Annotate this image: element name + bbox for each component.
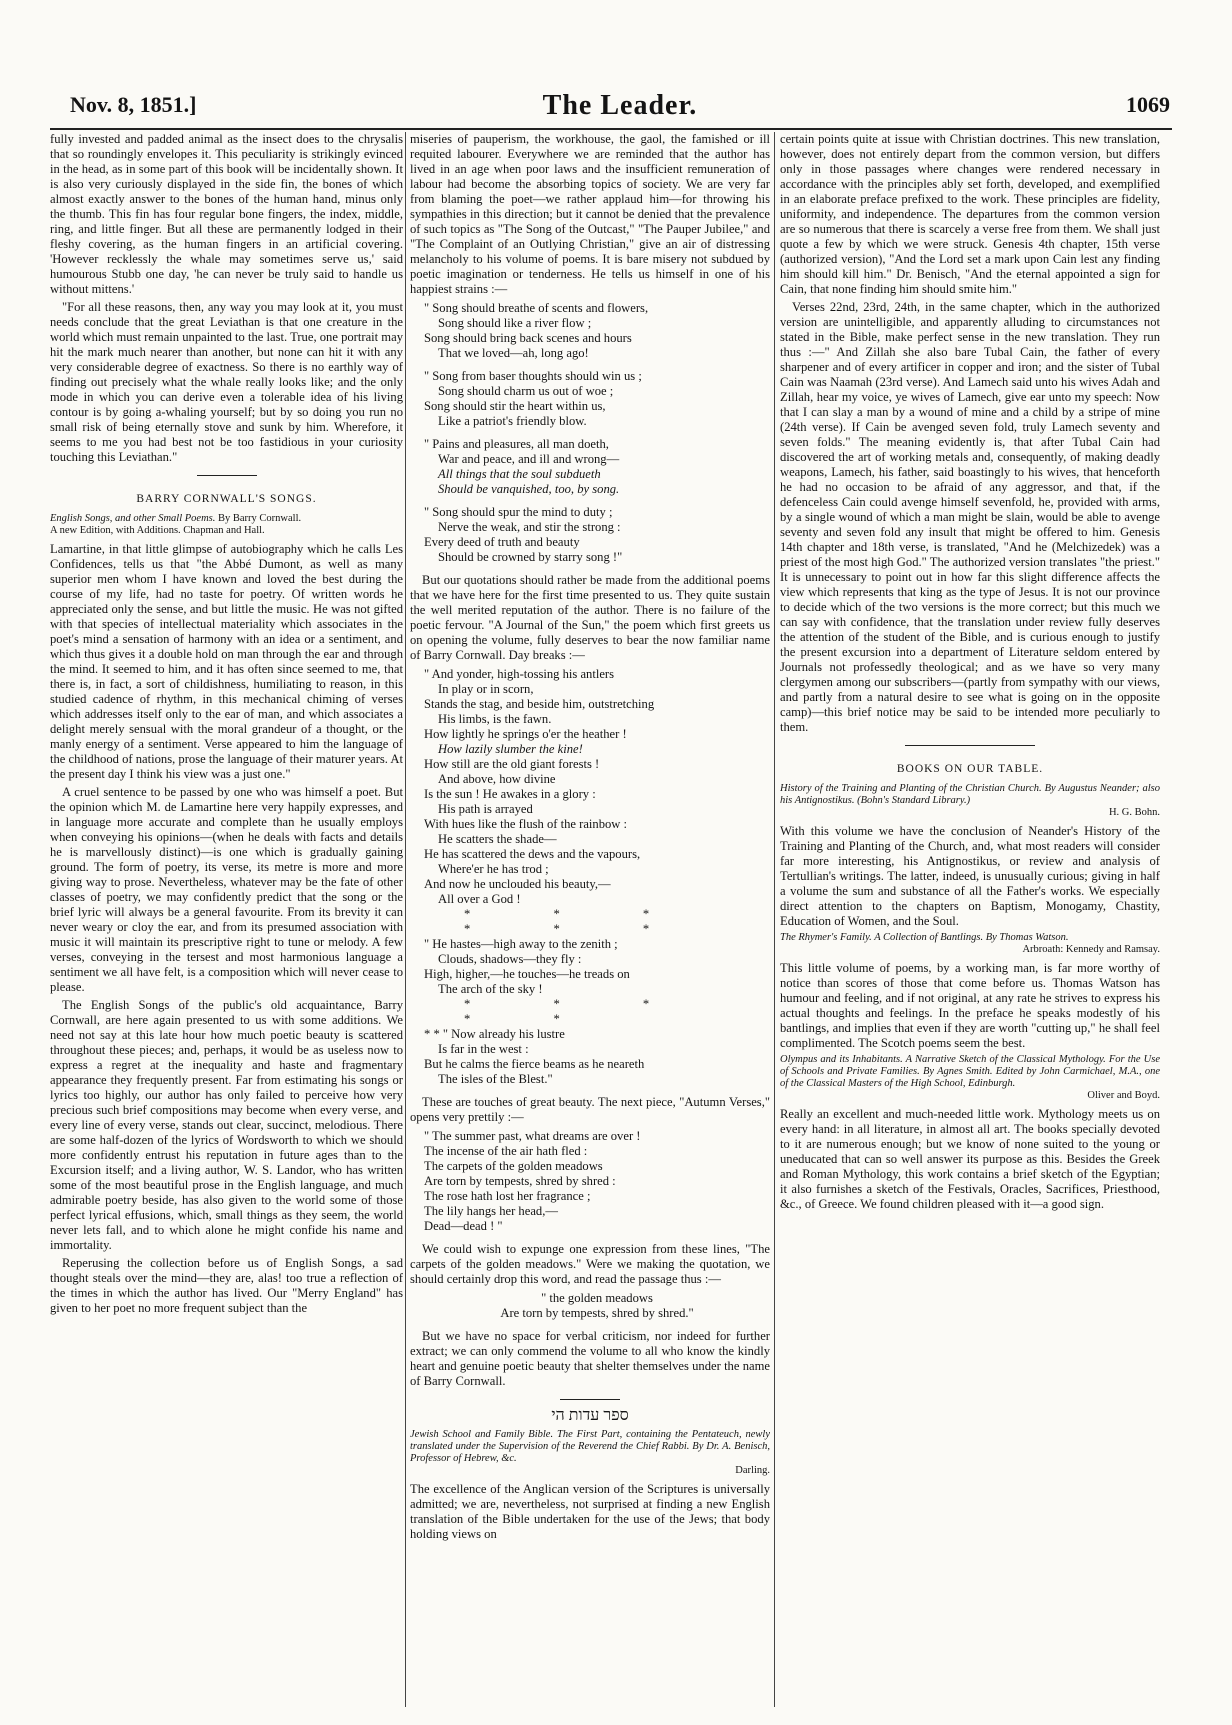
verse-line: The rose hath lost her fragrance ; <box>424 1189 591 1203</box>
header-rule <box>50 128 1172 130</box>
book-citation <box>780 932 1160 956</box>
verse-line: Nerve the weak, and stir the strong : <box>438 520 621 534</box>
poem-stanza <box>424 437 770 497</box>
paragraph: These are touches of great beauty. The next piece, "Autumn Verses," opens very prettily :— <box>410 1095 770 1124</box>
column-divider <box>405 132 406 1707</box>
book-citation <box>410 1429 770 1477</box>
section-divider <box>560 1399 620 1400</box>
verse-line: " Pains and pleasures, all man doeth, <box>424 437 609 451</box>
book-citation <box>780 1054 1160 1102</box>
book-citation <box>50 513 403 537</box>
book-details: Olympus and its Inhabitants. A Narrative Sketch of the Classical Mythology. For the Use of Schools and Private Families. By Agnes Smith. Edited by John Carmichael, M.A., one of the Classical Masters of the High School, Edinburgh. <box>780 1054 1160 1089</box>
paragraph: miseries of pauperism, the workhouse, the gaol, the famished or ill requited labourer. Everywhere we are reminded that the author has lived in an age when poor laws and the insufficient remuneration of labour had become the absorbing topics of society. We are very far from blaming the poet—we rather applaud him—for throwing his sympathies in this direction; but it cannot be denied that the prevalence of such topics as "The Song of the Outcast," "The Pauper Jubilee," and "The Complaint of an Outlying Christian," give an air of distressing melancholy to his volume of poems. It is bare misery not subdued by poetic imagination or tenderness. He tells us himself in one of his happiest strains :— <box>410 132 770 296</box>
verse-line: The lily hangs her head,— <box>424 1204 558 1218</box>
book-citation <box>780 783 1160 819</box>
verse-line: How lightly he springs o'er the heather ! <box>424 727 627 741</box>
verse-line: Song should bring back scenes and hours <box>424 331 632 345</box>
verse-line: Dead—dead ! " <box>424 1219 503 1233</box>
verse-line: How lazily slumber the kine! <box>438 742 583 756</box>
verse-line: Where'er he has trod ; <box>438 862 549 876</box>
verse-line: In play or in scorn, <box>438 682 534 696</box>
book-edition: A new Edition, with Additions. <box>50 525 181 536</box>
paragraph: Lamartine, in that little glimpse of autobiography which he calls Les Confidences, tells us that "the Abbé Dumont, as well as many superior men whom I have known and loved the best during the course of my life, had no taste for poetry. Of written words he appreciated only the sense, and but little the music. He was not gifted with that species of intellectual materiality which associates in the poet's mind a sensation of harmony with an idea or a sentiment, and which thus gives it a double hold on man through the ear and through the mind. It seemed to him, and it has often since seemed to me, that there is, in fact, a sort of childishness, humiliating to reason, in this studied cadence of rhythm, in this mechanical chiming of verses which addresses itself only to the ear of man, and which associates a delight merely sensual with the moral grandeur of a thought, or the manly energy of a sentiment. Verse appeared to him the language of the childhood of nations, prose the language of their maturer years. At the present day I think his view was a just one." <box>50 542 403 781</box>
book-publisher: Darling. <box>735 1465 770 1476</box>
verse-line: High, higher,—he touches—he treads on <box>424 967 630 981</box>
stars-separator: * * * * * <box>464 997 690 1026</box>
verse-line: His path is arrayed <box>438 802 533 816</box>
verse-line: That we loved—ah, long ago! <box>438 346 589 360</box>
verse-line: Every deed of truth and beauty <box>424 535 580 549</box>
page-header <box>70 92 1170 126</box>
verse-line: The arch of the sky ! <box>438 982 543 996</box>
book-details: Jewish School and Family Bible. The First Part, containing the Pentateuch, newly translated under the Supervision of the Reverend the Chief Rabbi. By Dr. A. Benisch, Professor of Hebrew, &c. <box>410 1429 770 1464</box>
paragraph: The English Songs of the public's old acquaintance, Barry Cornwall, are here again presented to us with some additions. We need not say at this late hour how much poetic beauty is scattered throughout these pieces; and, perhaps, it would be as useless now to express a regret at the inequality and haste and fragmentary appearance they frequently present. Far from estimating his songs or lyrics too highly, our author has only failed to perceive how very precious such brief compositions may become when every verse, and every line of every verse, stands out clear, succinct, melodious. There are some half-dozen of the lyrics of Wordsworth to which we should more confidently entrust his reputation in future ages than to the Excursion itself; and a living author, W. S. Landor, who has written some of the most beautiful prose in the English language, and much admirable poetry beside, has also given to the world some of those perfect lyrical effusions, which, small things as they seem, the world never lets fall, and to which alone he might confide his name and immortality. <box>50 998 403 1252</box>
verse-line: Clouds, shadows—they fly : <box>438 952 582 966</box>
verse-line: All over a God ! <box>438 892 521 906</box>
paragraph: A cruel sentence to be passed by one who was himself a poet. But the opinion which M. de Lamartine here very happily expresses, and in language more accurate and complete than he usually employs when conveying his opinions—(when he deals with facts and details he is marvellously distinct)—is one which is gradually gaining ground. The form of poetry, its verse, its metre is more and more giving way to prose. Nevertheless, whatever may be the fate of other classes of poetry, we may confidently predict that the song or the brief lyric will always be a general favourite. From its brevity it can never weary or cloy the ear, and from its presumed association with music it will maintain its prescriptive right to tune or melody. A few verses, conveying in the tersest and most harmonious language a sentiment we all have felt, is a composition which will never cease to please. <box>50 785 403 994</box>
section-title: BARRY CORNWALL'S SONGS. <box>136 493 317 505</box>
verse-line: Should be crowned by starry song !" <box>438 550 623 564</box>
verse-line: " Song from baser thoughts should win us ; <box>424 369 642 383</box>
book-details: History of the Training and Planting of the Christian Church. By Augustus Neander; also his Antignostikus. (Bohn's Standard Library.) <box>780 783 1160 806</box>
book-publisher: Oliver and Boyd. <box>1087 1090 1160 1101</box>
paragraph: Really an excellent and much-needed little work. Mythology meets us on every hand: in all literature, in almost all art. The books specially devoted to it are numerous enough; but we know of none suited to the young or uneducated that can so well answer its purpose as this. Besides the Greek and Roman Mythology, this work contains a brief sketch of the Egyptian; it also furnishes a sketch of the Festivals, Oracles, Sacrifices, Priesthood, &c., of Greece. We found children pleased with it—a good sign. <box>780 1107 1160 1211</box>
verse-line: Should be vanquished, too, by song. <box>438 482 620 496</box>
verse-line: " Song should breathe of scents and flowers, <box>424 301 649 315</box>
verse-line: Is far in the west : <box>438 1042 529 1056</box>
verse-line: Song should charm us out of woe ; <box>438 384 614 398</box>
verse-line: " And yonder, high-tossing his antlers <box>424 667 615 681</box>
column-2 <box>410 132 770 1712</box>
poem-stanza <box>424 301 770 361</box>
poem-stanza <box>424 369 770 429</box>
verse-line: And now he unclouded his beauty,— <box>424 877 611 891</box>
hebrew-title: ספר עדות הי <box>551 1407 629 1424</box>
verse-line: Song should like a river flow ; <box>438 316 592 330</box>
paragraph: Verses 22nd, 23rd, 24th, in the same chapter, which in the authorized version are unintelligible, and apparently alluding to circumstances not stated in the Bible, make perfect sense in the new translation. They run thus :—" And Zillah she also bare Tubal Cain, the father of every sharpener and of every artificer in copper and iron; and the sister of Tubal Cain was Naamah (23rd verse). And Lamech said unto his wives Adah and Zillah, hear my voice, ye wives of Lamech, give ear unto my speech: Now that I can slay a man by a wound of mine and a child by a stripe of mine (24th verse). If Cain be avenged seven fold, truly Lamech seventy and seven folds." The meaning evidently is, that after Tubal Cain had discovered the art of working metals and, consequently, of making deadly weapons, Lamech, his father, said boastingly to his wives, that henceforth he had no occasion to be afraid of any aggressor, and that, if the defenceless Cain could avenge himself sevenfold, he, provided with arms, by a single wound of which a man might be slain, would be able to avenge seventy and seven fold any insult that might be offered to him. Genesis 14th chapter and 18th verse, is translated, "And he (Melchizedek) was a priest of the most high God." The authorized version translates "the priest." It is unnecessary to point out in how far this slight difference affects the view which represents that king as the type of Jesus. It is not our province to decide which of the two versions is the more correct; but this much we can say with confidence, that the translation under review fully deserves the attention of the student of the Bible, and is curious enough to justify the present excursion into a department of Literature seldom entered by Journals not professedly theological; and as we have so very many clergymen among our subscribers—(partly from sympathy with our views, and partly from a natural desire to see what is going on in the opposite camp)—this brief notice may be said to be intended more peculiarly to them. <box>780 300 1160 734</box>
paragraph: Reperusing the collection before us of English Songs, a sad thought steals over the mind—they are, alas! too true a reflection of the times in which the author has lived. Our "Merry England" has given to her poet no more frequent subject than the <box>50 1256 403 1315</box>
issue-date: Nov. 8, 1851.] <box>70 92 197 117</box>
verse-line: War and peace, and ill and wrong— <box>438 452 620 466</box>
page-number: 1069 <box>1126 92 1170 117</box>
masthead-title: The Leader. <box>542 90 698 121</box>
verse-line: With hues like the flush of the rainbow : <box>424 817 628 831</box>
verse-line: Like a patriot's friendly blow. <box>438 414 587 428</box>
book-publisher: H. G. Bohn. <box>1108 807 1160 818</box>
verse-line: All things that the soul subdueth <box>438 467 601 481</box>
paragraph: We could wish to expunge one expression from these lines, "The carpets of the golden meadows." Were we making the quotation, we should certainly drop this word, and read the passage thus :— <box>410 1242 770 1286</box>
book-publisher: Chapman and Hall. <box>183 525 265 536</box>
book-details: The Rhymer's Family. A Collection of Bantlings. By Thomas Watson. <box>780 932 1069 943</box>
verse-line: Are torn by tempests, shred by shred : <box>424 1174 616 1188</box>
verse-line: And above, how divine <box>438 772 556 786</box>
column-1 <box>50 132 403 1712</box>
section-divider <box>197 475 257 476</box>
book-title: English Songs, and other Small Poems. <box>50 513 216 524</box>
verse-line: " He hastes—high away to the zenith ; <box>424 937 618 951</box>
verse-line: How still are the old giant forests ! <box>424 757 600 771</box>
paragraph: fully invested and padded animal as the insect does to the chrysalis that so roundingly envelopes it. This peculiarity is strikingly evinced in the head, as in some part of this book will be incidentally shown. It is also very curiously displayed in the side fin, the bones of which almost exactly answer to the bones of the human hand, minus only the thumb. This fin has four regular bone fingers, the index, middle, ring, and little finger. But all these are permanently lodged in their fleshy covering, as the human fingers in an artificial covering. 'However recklessly the whale may sometimes serve us,' said humourous Stubb one day, 'he can never be truly said to handle us without mittens.' <box>50 132 403 296</box>
verse-line: Is the sun ! He awakes in a glory : <box>424 787 596 801</box>
paragraph: With this volume we have the conclusion of Neander's History of the Training and Planting of the Church, and, what most readers will consider far more interesting, his Antignostikus, or review and analysis of Tertullian's writings. The latter, indeed, is unusually curious; giving in half a volume the sum and substance of all the Father's works. We especially direct attention to the chapters on Baptism, Monogamy, Chastity, Education of Women, and the Soul. <box>780 824 1160 928</box>
paragraph: But our quotations should rather be made from the additional poems that we have here for the first time presented to us. They quite sustain the well merited reputation of the author. There is no failure of the poetic fervour. "A Journal of the Sun," the poem which first greets us on opening the volume, fully deserves to bear the now familiar name of Barry Cornwall. Day breaks :— <box>410 573 770 662</box>
verse-line: He has scattered the dews and the vapours, <box>424 847 641 861</box>
column-divider <box>774 132 775 1707</box>
column-3 <box>780 132 1160 1712</box>
section-title: BOOKS ON OUR TABLE. <box>896 763 1044 775</box>
verse-line: * * " Now already his lustre <box>424 1027 565 1041</box>
verse-line: He scatters the shade— <box>438 832 557 846</box>
verse-line: The incense of the air hath fled : <box>424 1144 588 1158</box>
paragraph: But we have no space for verbal criticism, nor indeed for further extract; we can only commend the volume to all who know the kindly heart and genuine poetic beauty that shelter themselves under the name of Barry Cornwall. <box>410 1329 770 1388</box>
verse-line: The carpets of the golden meadows <box>424 1159 603 1173</box>
verse-line: Are torn by tempests, shred by shred." <box>500 1306 694 1320</box>
verse-line: But he calms the fierce beams as he neareth <box>424 1057 645 1071</box>
verse-line: Stands the stag, and beside him, outstretching <box>424 697 655 711</box>
paragraph: certain points quite at issue with Christian doctrines. This new translation, however, does not entirely depart from the common version, but differs only in those passages where changes were rendered necessary in accordance with the principles ably set forth, developed, and exemplified in an elaborate preface prefixed to the work. These principles are fidelity, uniformity, and independence. The departures from the common version are so numerous that there is scarcely a verse free from them. We shall just quote a few by which we were struck. Genesis 4th chapter, 15th verse (authorized version), "And the Lord set a mark upon Cain lest any finding him should kill him." Dr. Benisch, "And the eternal appointed a sign for Cain, that none finding him should smite him." <box>780 132 1160 296</box>
poem-excerpt <box>424 1129 770 1234</box>
paragraph: "For all these reasons, then, any way you may look at it, you must needs conclude that the great Leviathan is that one creature in the world which must remain unpainted to the last. True, one portrait may hit the mark much nearer than another, but none can hit it with any very considerable degree of exactness. So there is no earthly way of finding out precisely what the whale really looks like; and the only mode in which you can derive even a tolerable idea of his living contour is by going a-whaling yourself; but by so doing you run no small risk of being eternally stove and sunk by him. Wherefore, it seems to me you had best not be too fastidious in your curiosity touching this Leviathan." <box>50 300 403 464</box>
book-author: By Barry Cornwall. <box>218 513 302 524</box>
verse-line: His limbs, is the fawn. <box>438 712 552 726</box>
verse-line: Song should stir the heart within us, <box>424 399 606 413</box>
poem-excerpt <box>424 667 770 1087</box>
verse-line: " the golden meadows <box>541 1291 653 1305</box>
verse-line: " Song should spur the mind to duty ; <box>424 505 613 519</box>
quoted-lines <box>424 1291 770 1321</box>
verse-line: The isles of the Blest." <box>438 1072 553 1086</box>
book-publisher: Arbroath: Kennedy and Ramsay. <box>1022 944 1160 955</box>
paragraph: The excellence of the Anglican version of the Scriptures is universally admitted; we are, nevertheless, not surprised at finding a new English translation of the Bible undertaken for the use of the Jews; that body holding views on <box>410 1482 770 1541</box>
section-divider <box>905 745 1035 746</box>
stars-separator: * * * * * * <box>464 907 690 936</box>
paragraph: This little volume of poems, by a working man, is far more worthy of notice than scores of those that come before us. Thomas Watson has humour and feeling, and if not original, at any rate he strives to express his actual thoughts and feelings. In the preface he speaks modestly of his bantlings, and implies that even if they are worth "cutting up," he shall feel complimented. The Scotch poems seem the best. <box>780 961 1160 1050</box>
poem-stanza <box>424 505 770 565</box>
verse-line: " The summer past, what dreams are over ! <box>424 1129 641 1143</box>
